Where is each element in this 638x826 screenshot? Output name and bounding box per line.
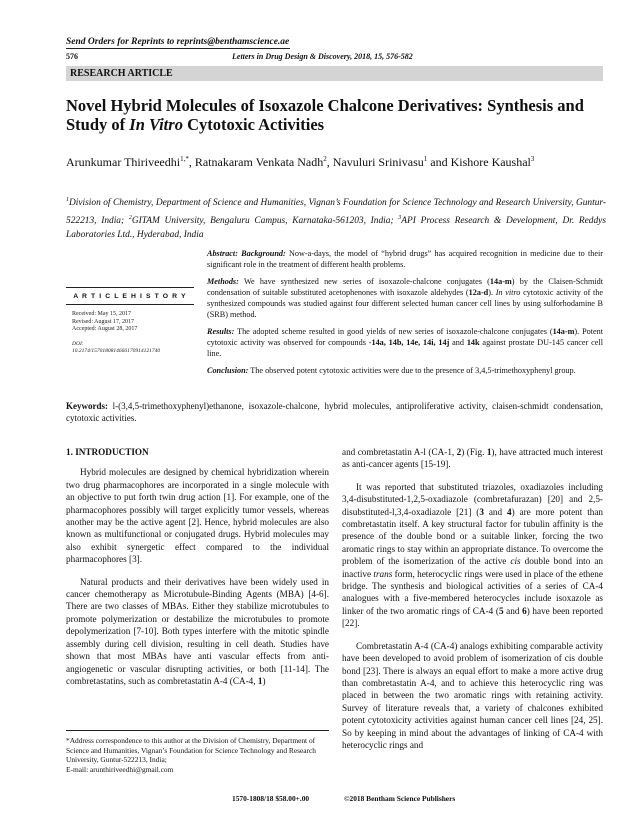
paragraph-text: ) (Fig. <box>461 447 487 457</box>
results-text: ). Potent cytotoxic activity was observed for compounds - <box>207 327 604 347</box>
compound-ref: 2 <box>456 447 462 457</box>
compound-ref: 14a, 14b, 14e, 14i, 14j <box>371 338 450 347</box>
affil-mark: 1 <box>66 197 69 203</box>
article-type-label: RESEARCH ARTICLE <box>70 68 173 79</box>
history-bottom-rule <box>66 304 194 305</box>
title-italic-text: In Vitro <box>129 115 183 134</box>
keywords <box>66 400 603 424</box>
journal-pages: 576-582 <box>386 52 413 61</box>
header-divider <box>66 48 290 49</box>
journal-name: Letters in Drug Design & Discovery, <box>232 52 355 61</box>
article-title <box>66 96 606 134</box>
affil-text: GITAM University, Bengaluru Campus, Karnataka-561203, India; <box>131 215 399 226</box>
abstract-background <box>207 248 603 270</box>
accepted-date: Accepted: August 28, 2017 <box>72 326 138 333</box>
revised-date: Revised: August 17, 2017 <box>72 318 135 325</box>
issn-price: 1570-1808/18 $58.00+.00 <box>232 794 310 803</box>
correspondence-footnote <box>66 736 329 774</box>
paragraph-text: form, heterocyclic rings were used in place of the ethene bridge. The synthesis and biological activities of a series of CA-4 analogues with a five-membered heterocycles include isoxazole as linker of the two aromatic rings of CA-4 ( <box>342 568 603 616</box>
paragraph-text: and combretastatin A-l (CA-1, <box>342 447 457 457</box>
conclusion-text: The observed potent cytotoxic activities were due to the presence of 3,4,5-trimethoxyphenyl group. <box>248 366 576 375</box>
author-name: Arunkumar Thiriveedhi <box>66 155 181 169</box>
paragraph: Combretastatin A-4 (CA-4) analogs exhibiting comparable activity have been developed to avoid problem of isomerization of cis double bond [23]. There is always an equal effort to make a more active drug than combretastatin A-4, and to achieve this heterocyclic ring was placed in between the two aromatic rings with retaining activity. Survey of literature reveals that, a variety of chalcones exhibited potent cytotoxicity activities against human cancer cell lines [24, 25]. So by keeping in mind about the advantages of linking of CA-4 with heterocyclic rings and <box>342 640 603 750</box>
paragraph-text: It was reported that substituted triazoles, oxadiazoles including 3,4-disubstituted-1,2,5-oxadiazole (combretafurazan) [20] and 2,5-disubstituted-l,3,4-oxadiazole [21] ( <box>342 481 603 517</box>
title-text-end: Cytotoxic Activities <box>182 115 325 134</box>
author-name: , Ratnakaram Venkata Nadh <box>188 155 324 169</box>
methods-text: ). <box>488 288 496 297</box>
author-affil-mark: 2 <box>323 155 327 163</box>
italic-term: cis <box>510 556 521 567</box>
conclusion-label: Conclusion: <box>207 366 249 375</box>
abstract-label: Abstract: Background: <box>207 249 286 258</box>
figure-ref: 1 <box>486 447 492 457</box>
compound-ref: 6 <box>522 605 527 616</box>
affil-mark: 3 <box>398 214 402 221</box>
methods-italic: In vitro <box>495 288 521 297</box>
author-name: , Navuluri Srinivasu <box>326 155 424 169</box>
compound-ref: 3 <box>479 506 484 517</box>
paragraph-text: and <box>503 605 523 616</box>
compound-ref: 4 <box>506 506 512 517</box>
doi-label: DOI: <box>72 341 84 347</box>
author-affil-mark: 1,* <box>180 155 189 163</box>
compound-ref: 12a-d <box>468 288 489 297</box>
italic-term: trans <box>373 568 393 579</box>
doi-link[interactable]: 10.2174/1570180814666170914121740 <box>72 348 161 354</box>
paragraph-text: Natural products and their derivatives have been widely used in cancer chemotherapy as Microtubule-Binding Agents (MBA) [4-6]. There are two classes of MBAs. Either they stabilize microtubules to promote polymerization or destabilize the microtubules to promote depolymerization [7-10]. Both types interfere with the mitotic spindle assembly during cell division, resulting in cell death. Studies have shown that most MBAs have anti vascular effects from anti-angiogenetic or vascular disrupting activities, or both [11-14]. The combretastatins, such as combretastatin A-4 (CA-4, <box>66 576 329 686</box>
results-text: The adopted scheme resulted in good yields of new series of isoxazole-chalcone conjugates ( <box>234 327 553 336</box>
compound-ref: 5 <box>498 605 504 616</box>
compound-ref: 14a-m <box>552 327 575 336</box>
paragraph-text: ) have been reported [22]. <box>342 605 604 629</box>
history-dates <box>72 311 137 334</box>
footnote-email[interactable]: E-mail: arunthiriveedhi@gmail.com <box>66 764 174 774</box>
methods-label: Methods: <box>207 277 239 286</box>
body-column-left <box>66 446 329 697</box>
body-column-right <box>342 446 603 761</box>
paragraph-text: double bond into an inactive <box>342 556 603 579</box>
history-top-rule <box>66 287 194 288</box>
paragraph <box>66 576 329 688</box>
results-text: and <box>449 338 467 347</box>
author-affil-mark: 1 <box>423 155 428 163</box>
footnote-rule <box>66 730 329 731</box>
copyright-notice: ©2018 Bentham Science Publishers <box>344 794 456 803</box>
compound-ref: 14a-m <box>489 277 512 286</box>
affil-mark: 2 <box>128 214 132 221</box>
author-affil-mark: 3 <box>530 155 535 163</box>
journal-year: 2018, <box>354 52 375 61</box>
methods-text: We have synthesized new series of isoxazole-chalcone conjugates ( <box>238 277 490 286</box>
author-list <box>66 152 606 170</box>
section-heading: 1. INTRODUCTION <box>66 447 149 457</box>
compound-ref: 1 <box>257 675 263 686</box>
title-text: Novel Hybrid Molecules of Isoxazole Chalcone Derivatives: Synthesis and Study of <box>66 96 584 134</box>
abstract-methods <box>207 276 603 320</box>
article-history-heading: A R T I C L E H I S T O R Y <box>73 293 187 300</box>
author-name: and Kishore Kaushal <box>427 155 531 169</box>
affil-text: API Process Research & Development, Dr. Reddys Laboratories Ltd., Hyderabad, India <box>66 215 606 241</box>
paragraph-text: ) <box>262 675 266 686</box>
abstract <box>207 248 603 382</box>
doi-block <box>72 341 196 355</box>
abstract-text: Now-a-days, the model of “hybrid drugs” has acquired recognition in medicine due to their significant role in the treatment of different health problems. <box>207 249 603 269</box>
footnote-text: *Address correspondence to this author at the Division of Chemistry, Department of Science and Humanities, Vignan’s Foundation for Science Technology and Research University, Guntur-522213, India; <box>66 736 316 764</box>
abstract-conclusion <box>207 365 603 376</box>
paragraph: Hybrid molecules are designed by chemical hybridization wherein two drug pharmacophores are incorporated in a single molecule with an objective to put forth twin drug action [1]. For example, one of the pharmacophores possibly will target explicitly tumor vessels, whereas another may be the active agent [2]. Hence, hybrid molecules are also known as multifunctional or conjugated drugs. Hybrid molecules may also exhibit synergetic effect compared to the individual pharmacophores [3]. <box>66 467 329 565</box>
affil-text: Division of Chemistry, Department of Science and Humanities, Vignan’s Foundation for Science Technology and Research University, Guntur-522213, India; <box>66 198 606 226</box>
results-text: against prostate DU-145 cancer cell line. <box>207 338 603 358</box>
abstract-results <box>207 326 603 359</box>
affiliations <box>66 193 606 243</box>
reprint-notice: Send Orders for Reprints to reprints@benthamscience.ae <box>66 37 290 47</box>
journal-volume: 15, <box>374 52 387 61</box>
paragraph <box>342 481 603 630</box>
paragraph-text: ), have attracted much interest as anti-cancer agents [15-19]. <box>342 447 603 470</box>
paragraph-text: ) are more potent than combretastatin itself. A key structural factor for tubulin affinity is the presence of the double bond or a suitable linker, forcing the two aromatic rings to stay within an appropriate distance. To overcome the problem of the isomerization of the active <box>342 506 604 567</box>
page-number: 576 <box>66 52 78 61</box>
received-date: Received: May 15, 2017 <box>72 311 131 317</box>
methods-text: ) by the Claisen-Schmidt condensation of suitable substituted acetophenones with isoxazole aldehydes ( <box>207 277 604 297</box>
journal-citation <box>232 52 413 61</box>
keywords-text: l-(3,4,5-trimethoxyphenyl)ethanone, isoxazole-chalcone, hybrid molecules, antiproliferative activity, claisen-schmidt condensation, cytotoxic activities. <box>66 401 603 423</box>
keywords-label: Keywords: <box>66 401 108 411</box>
compound-ref: 14k <box>466 338 480 347</box>
paragraph-text: and <box>483 506 507 517</box>
results-label: Results: <box>207 327 235 336</box>
methods-text: cytotoxic activity of the synthesized compounds was studied against four different selected human cancer cell lines by using sulforhodamine B (SRB) method. <box>207 288 603 319</box>
paragraph <box>342 446 603 471</box>
